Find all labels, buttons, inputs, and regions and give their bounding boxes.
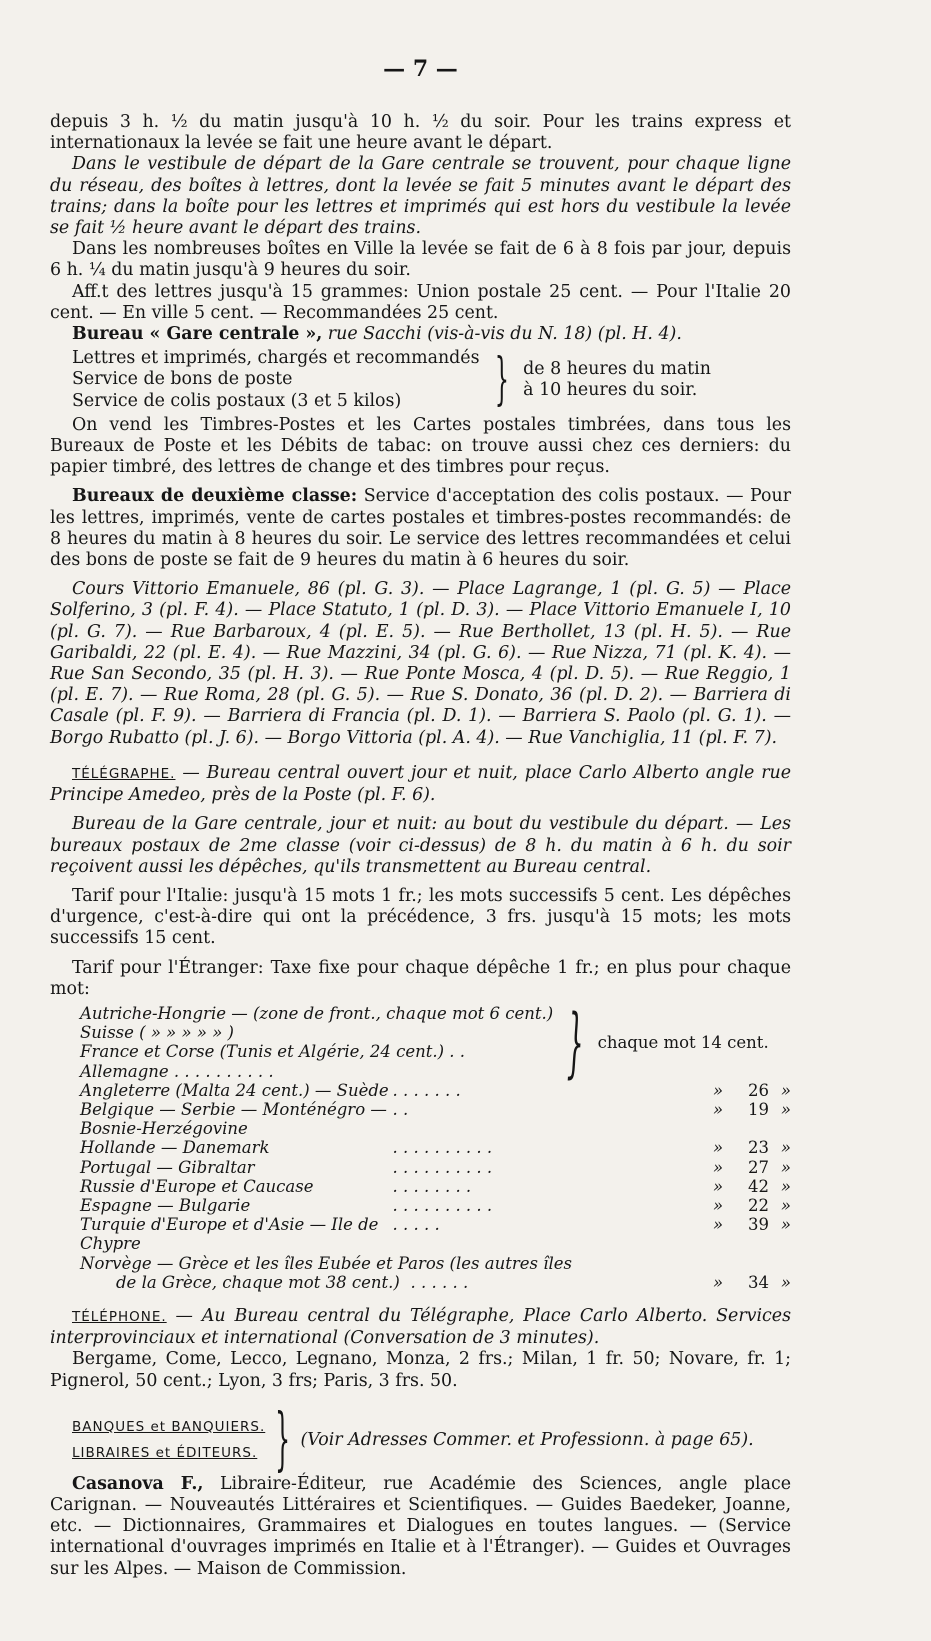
banques-label: BANQUES et BANQUIERS. [72,1418,266,1435]
telegraphe-label: TÉLÉGRAPHE. [72,765,176,782]
casanova-entry [50,1474,791,1580]
banques-libraires-block [50,1399,791,1479]
casanova-name: Casanova F., [72,1473,204,1494]
services-list [72,348,480,412]
para-ville-boites: Dans les nombreuses boîtes en Ville la levée se fait de 6 à 8 fois par jour, depuis 6 h. ¼ du matin jusqu'à 9 heures du soir. [50,239,791,281]
bureau-gare-centrale [50,324,791,345]
tariff-table [80,997,791,1292]
tariff-row: de la Grèce, chaque mot 38 cent.) . . . . . . » 34 » [116,1272,791,1292]
tariff-row: Portugal — Gibraltar . . . . . . . . . . » 27 » [80,1157,791,1177]
voir-reference: (Voir Adresses Commer. et Professionn. à page 65). [300,1429,754,1450]
libraires-label: LIBRAIRES et ÉDITEURS. [72,1444,258,1461]
service-item: Service de bons de poste [72,369,293,390]
tariff-group-item: Suisse ( » » » » » ) [80,1023,234,1043]
service-item: Service de colis postaux (3 et 5 kilos) [72,390,402,411]
post-office-addresses: Cours Vittorio Emanuele, 86 (pl. G. 3). — Place Lagrange, 1 (pl. G. 5) — Place Solferino, 3 (pl. F. 4). — Place Statuto, 1 (pl. D. 3). — Place Vittorio Emanuele I, 10 (pl. G. 7). — Rue Barbaroux, 4 (pl. E. 5). — Rue Berthollet, 13 (pl. H. 5). — Rue Garibaldi, 22 (pl. E. 4). — Rue Mazzini, 34 (pl. G. 6). — Rue Nizza, 71 (pl. K. 4). — Rue San Secondo, 35 (pl. H. 3). — Rue Ponte Mosca, 4 (pl. D. 5). — Rue Reggio, 1 (pl. E. 7). — Rue Roma, 28 (pl. G. 5). — Rue S. Donato, 36 (pl. D. 2). — Barriera di Casale (pl. F. 9). — Barriera di Francia (pl. D. 1). — Barriera S. Paolo (pl. G. 1). — Borgo Rubatto (pl. J. 6). — Borgo Vittoria (pl. A. 4). — Rue Vanchiglia, 11 (pl. F. 7). [50,579,791,748]
tariff-group-item: France et Corse (Tunis et Algérie, 24 cent.) . . [80,1042,466,1062]
services-hours-block [50,348,791,412]
telegraphe-section [50,763,791,806]
brace-glyph: } [494,347,509,413]
service-item: Lettres et imprimés, chargés et recommandés [72,348,480,369]
telephone-label: TÉLÉPHONE. [72,1308,167,1325]
telephone-text: — Au Bureau central du Télégraphe, Place Carlo Alberto. Services interprovinciaux et international (Conversation de 3 minutes). [50,1305,791,1349]
telephone-section [50,1306,791,1349]
hours-line: à 10 heures du soir. [523,380,698,401]
tariff-row: Hollande — Danemark . . . . . . . . . . » 23 » [80,1138,791,1158]
tariff-row: Turquie d'Europe et d'Asie — Ile de Chypre . . . . . » 39 » [80,1215,791,1254]
tariff-group [80,997,791,1087]
tariff-row: Espagne — Bulgarie . . . . . . . . . . » 22 » [80,1195,791,1215]
tariff-row-norvege-line1: Norvège — Grèce et les îles Eubée et Paros (les autres îles [80,1253,572,1273]
bureaux2-text: Service d'acceptation des colis postaux. — Pour les lettres, imprimés, vente de cartes postales et timbres-postes recommandés: de 8 heures du matin à 8 heures du soir. Le service des lettres recommandées et celui des bons de poste se fait de 9 heures du matin à 6 heures du soir. [50,486,792,571]
tariff-group-item: Autriche-Hongrie — (zone de front., chaque mot 6 cent.) [80,1003,554,1023]
tariff-row: Angleterre (Malta 24 cent.) — Suède . . . . . . . » 26 » [80,1080,791,1100]
services-hours [523,359,711,401]
brace-glyph: } [566,997,584,1087]
tariff-group-lines [80,1004,553,1081]
bureau-gare-address: rue Sacchi (vis-à-vis du N. 18) (pl. H. 4). [322,324,682,345]
tarif-italie: Tarif pour l'Italie: jusqu'à 15 mots 1 fr.; les mots successifs 5 cent. Les dépêches d'urgence, c'est-à-dire qui ont la précédence, 3 frs. jusqu'à 15 mots; les mots successifs 15 cent. [50,885,791,949]
casanova-text: Libraire-Éditeur, rue Académie des Sciences, angle place Carignan. — Nouveautés Littéraires et Scientifiques. — Guides Baedeker, Joanne, etc. — Dictionnaires, Grammaires et Dialogues en toutes langues. — (Service international d'ouvrages imprimés en Italie et à l'Étranger). — Guides et Ouvrages sur les Alpes. — Maison de Commission. [50,1473,791,1579]
telephone-rates: Bergame, Come, Lecco, Legnano, Monza, 2 frs.; Milan, 1 fr. 50; Novare, fr. 1; Pignerol, 50 cent.; Lyon, 3 frs; Paris, 3 frs. 50. [50,1349,791,1391]
bureaux2-title: Bureaux de deuxième classe: [72,486,358,507]
tariff-row: Russie d'Europe et Caucase . . . . . . . . » 42 » [80,1176,791,1196]
telegraphe-gare: Bureau de la Gare centrale, jour et nuit: au bout du vestibule du départ. — Les bureaux postaux de 2me classe (voir ci-dessus) de 8 h. du matin à 6 h. du soir reçoivent aussi les dépêches, qu'ils transmettent au Bureau central. [50,814,791,877]
page-number: — 7 — [383,56,458,82]
tarif-etranger: Tarif pour l'Étranger: Taxe fixe pour chaque dépêche 1 fr.; en plus pour chaque mot: [50,957,791,999]
banques-libraires-labels [72,1414,265,1466]
para-gare-vestibule: Dans le vestibule de départ de la Gare centrale se trouvent, pour chaque ligne du réseau, des boîtes à lettres, dont la levée se fait 5 minutes avant le départ des trains; dans la boîte pour les lettres et imprimés qui est hors du vestibule la levée se fait ½ heure avant le départ des trains. [50,154,791,239]
para-levee-times: depuis 3 h. ½ du matin jusqu'à 10 h. ½ du soir. Pour les trains express et internationaux la levée se fait une heure avant le départ. [50,112,791,154]
bureaux-deuxieme-classe [50,486,791,571]
para-affranchissement: Aff.t des lettres jusqu'à 15 grammes: Union postale 25 cent. — Pour l'Italie 20 cent. — En ville 5 cent. — Recommandées 25 cent. [50,281,791,323]
tariff-row: Belgique — Serbie — Monténégro — Bosnie-Herzégovine . . » 19 » [80,1099,791,1139]
brace-glyph: } [275,1399,291,1479]
hours-line: de 8 heures du matin [523,358,711,379]
bureau-gare-title: Bureau « Gare centrale », [72,324,323,345]
tariff-group-item: Allemagne . . . . . . . . . . [80,1061,274,1081]
telegraphe-text: — Bureau central ouvert jour et nuit, place Carlo Alberto angle rue Principe Amedeo, près de la Poste (pl. F. 6). [50,762,791,806]
para-timbres: On vend les Timbres-Postes et les Cartes postales timbrées, dans tous les Bureaux de Poste et les Débits de tabac: on trouve aussi chez ces derniers: du papier timbré, des lettres de change et des timbres pour reçus. [50,414,791,478]
tariff-group-value: chaque mot 14 cent. [597,1032,769,1052]
